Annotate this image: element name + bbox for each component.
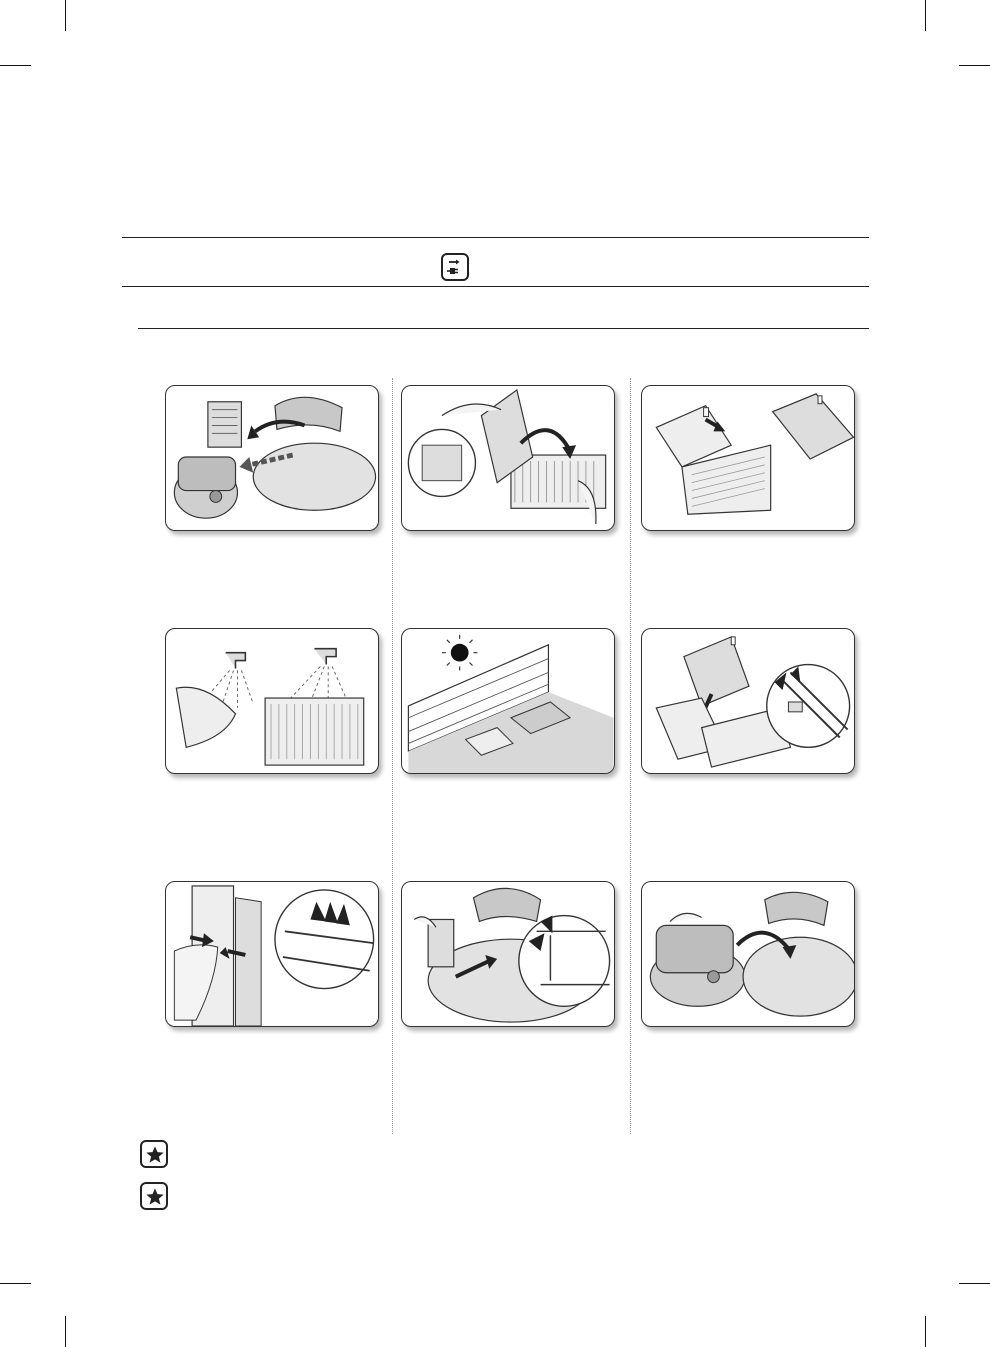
step-8-illustration [401, 881, 615, 1027]
column-separator [392, 378, 393, 1134]
step-3-illustration [641, 385, 855, 531]
star-note-icon [140, 1140, 168, 1168]
crop-mark [65, 0, 66, 31]
section-bottom-rule [122, 286, 869, 287]
step-7-illustration [165, 881, 379, 1027]
star-note-icon [140, 1182, 168, 1210]
step-2-illustration [401, 385, 615, 531]
crop-mark [959, 65, 990, 66]
crop-mark [0, 1283, 31, 1284]
crop-mark [959, 1283, 990, 1284]
crop-mark [925, 0, 926, 31]
step-5-illustration [401, 628, 615, 774]
crop-mark [0, 65, 31, 66]
subsection-rule [138, 328, 869, 329]
crop-mark [925, 1316, 926, 1347]
step-1-illustration [165, 385, 379, 531]
step-6-illustration [641, 628, 855, 774]
unplug-icon [441, 253, 469, 281]
step-9-illustration [641, 881, 855, 1027]
column-separator [630, 378, 631, 1134]
crop-mark [65, 1316, 66, 1347]
step-4-illustration [165, 628, 379, 774]
section-top-rule [122, 237, 869, 238]
